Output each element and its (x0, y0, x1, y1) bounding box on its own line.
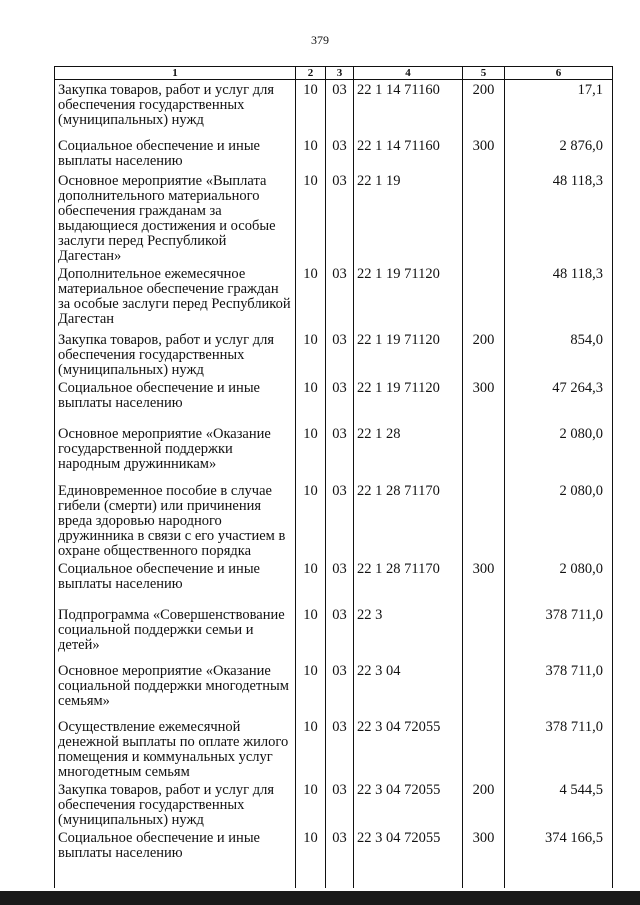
row-section-cell: 10 (296, 378, 326, 424)
row-expense-type-cell: 200 (463, 80, 505, 136)
row-subsection-cell: 03 (326, 481, 354, 559)
row-expense-type-cell: 300 (463, 559, 505, 605)
row-section-cell: 10 (296, 80, 326, 136)
row-section-cell: 10 (296, 661, 326, 717)
row-subsection-cell: 03 (326, 136, 354, 171)
table-row (55, 330, 613, 378)
row-amount-cell: 48 118,3 (505, 171, 613, 264)
filler-cell (326, 861, 354, 888)
table-row (55, 559, 613, 605)
row-amount-cell: 2 080,0 (505, 481, 613, 559)
table-row (55, 481, 613, 559)
row-section-cell: 10 (296, 136, 326, 171)
table-row (55, 717, 613, 780)
row-target-code-cell: 22 3 04 72055 (354, 828, 463, 861)
row-section-cell: 10 (296, 717, 326, 780)
row-subsection-cell: 03 (326, 828, 354, 861)
row-section-cell: 10 (296, 481, 326, 559)
table-filler-row (55, 861, 613, 888)
row-expense-type-cell (463, 717, 505, 780)
table-row (55, 80, 613, 136)
row-target-code-cell: 22 3 (354, 605, 463, 661)
row-name-cell: Осуществление ежемесячной денежной выплаты по оплате жилого помещения и коммунальных услуг многодетным семьям (55, 717, 296, 780)
col-header-1: 1 (55, 67, 296, 80)
row-name-cell: Основное мероприятие «Оказание государственной поддержки народным дружинникам» (55, 424, 296, 481)
row-section-cell: 10 (296, 171, 326, 264)
table-row (55, 424, 613, 481)
row-target-code-cell: 22 1 28 (354, 424, 463, 481)
row-section-cell: 10 (296, 424, 326, 481)
row-name-cell: Закупка товаров, работ и услуг для обеспечения государственных (муниципальных) нужд (55, 330, 296, 378)
row-amount-cell: 48 118,3 (505, 264, 613, 330)
row-expense-type-cell: 200 (463, 330, 505, 378)
col-header-2: 2 (296, 67, 326, 80)
row-section-cell: 10 (296, 559, 326, 605)
row-amount-cell: 2 080,0 (505, 559, 613, 605)
table-row (55, 605, 613, 661)
col-header-5: 5 (463, 67, 505, 80)
col-header-3: 3 (326, 67, 354, 80)
row-expense-type-cell: 300 (463, 828, 505, 861)
col-header-6: 6 (505, 67, 613, 80)
row-expense-type-cell (463, 661, 505, 717)
row-target-code-cell: 22 1 28 71170 (354, 559, 463, 605)
row-target-code-cell: 22 3 04 72055 (354, 717, 463, 780)
row-target-code-cell: 22 1 14 71160 (354, 80, 463, 136)
row-name-cell: Основное мероприятие «Оказание социальной поддержки многодетным семьям» (55, 661, 296, 717)
filler-cell (55, 861, 296, 888)
row-expense-type-cell: 300 (463, 136, 505, 171)
header-row (55, 67, 613, 80)
table-row (55, 171, 613, 264)
filler-cell (463, 861, 505, 888)
row-target-code-cell: 22 1 19 (354, 171, 463, 264)
table-row (55, 264, 613, 330)
row-amount-cell: 378 711,0 (505, 605, 613, 661)
row-amount-cell: 2 080,0 (505, 424, 613, 481)
row-amount-cell: 2 876,0 (505, 136, 613, 171)
row-expense-type-cell (463, 264, 505, 330)
page-number: 379 (311, 33, 329, 47)
row-amount-cell: 47 264,3 (505, 378, 613, 424)
row-section-cell: 10 (296, 264, 326, 330)
row-name-cell: Единовременное пособие в случае гибели (смерти) или причинения вреда здоровью народного дружинника в связи с его участием в охране общественного порядка (55, 481, 296, 559)
row-section-cell: 10 (296, 605, 326, 661)
row-subsection-cell: 03 (326, 717, 354, 780)
row-subsection-cell: 03 (326, 80, 354, 136)
row-name-cell: Социальное обеспечение и иные выплаты населению (55, 136, 296, 171)
table-row (55, 378, 613, 424)
row-name-cell: Основное мероприятие «Выплата дополнительного материального обеспечения гражданам за выдающиеся достижения и особые заслуги перед Республикой Дагестан» (55, 171, 296, 264)
row-name-cell: Закупка товаров, работ и услуг для обеспечения государственных (муниципальных) нужд (55, 780, 296, 828)
row-expense-type-cell: 300 (463, 378, 505, 424)
row-target-code-cell: 22 3 04 72055 (354, 780, 463, 828)
row-subsection-cell: 03 (326, 605, 354, 661)
scan-bottom-edge (0, 891, 640, 905)
table-row (55, 661, 613, 717)
row-name-cell: Социальное обеспечение и иные выплаты населению (55, 378, 296, 424)
row-section-cell: 10 (296, 828, 326, 861)
table-row (55, 780, 613, 828)
row-name-cell: Социальное обеспечение и иные выплаты населению (55, 559, 296, 605)
row-amount-cell: 4 544,5 (505, 780, 613, 828)
table-row (55, 828, 613, 861)
table-body (55, 80, 613, 888)
row-expense-type-cell (463, 171, 505, 264)
row-name-cell: Дополнительное ежемесячное материальное обеспечение граждан за особые заслуги перед Республикой Дагестан (55, 264, 296, 330)
row-amount-cell: 374 166,5 (505, 828, 613, 861)
row-subsection-cell: 03 (326, 661, 354, 717)
row-subsection-cell: 03 (326, 330, 354, 378)
row-subsection-cell: 03 (326, 171, 354, 264)
row-subsection-cell: 03 (326, 780, 354, 828)
row-subsection-cell: 03 (326, 264, 354, 330)
row-target-code-cell: 22 3 04 (354, 661, 463, 717)
filler-cell (354, 861, 463, 888)
row-expense-type-cell (463, 481, 505, 559)
row-target-code-cell: 22 1 28 71170 (354, 481, 463, 559)
row-subsection-cell: 03 (326, 424, 354, 481)
row-expense-type-cell (463, 424, 505, 481)
row-target-code-cell: 22 1 19 71120 (354, 330, 463, 378)
filler-cell (296, 861, 326, 888)
row-section-cell: 10 (296, 330, 326, 378)
col-header-4: 4 (354, 67, 463, 80)
row-target-code-cell: 22 1 19 71120 (354, 264, 463, 330)
row-section-cell: 10 (296, 780, 326, 828)
row-amount-cell: 854,0 (505, 330, 613, 378)
row-name-cell: Подпрограмма «Совершенствование социальной поддержки семьи и детей» (55, 605, 296, 661)
row-subsection-cell: 03 (326, 559, 354, 605)
row-amount-cell: 378 711,0 (505, 661, 613, 717)
filler-cell (505, 861, 613, 888)
row-expense-type-cell: 200 (463, 780, 505, 828)
row-target-code-cell: 22 1 14 71160 (354, 136, 463, 171)
row-name-cell: Закупка товаров, работ и услуг для обеспечения государственных (муниципальных) нужд (55, 80, 296, 136)
table-row (55, 136, 613, 171)
row-amount-cell: 378 711,0 (505, 717, 613, 780)
row-name-cell: Социальное обеспечение и иные выплаты населению (55, 828, 296, 861)
row-subsection-cell: 03 (326, 378, 354, 424)
budget-table (54, 66, 613, 888)
row-expense-type-cell (463, 605, 505, 661)
row-target-code-cell: 22 1 19 71120 (354, 378, 463, 424)
row-amount-cell: 17,1 (505, 80, 613, 136)
